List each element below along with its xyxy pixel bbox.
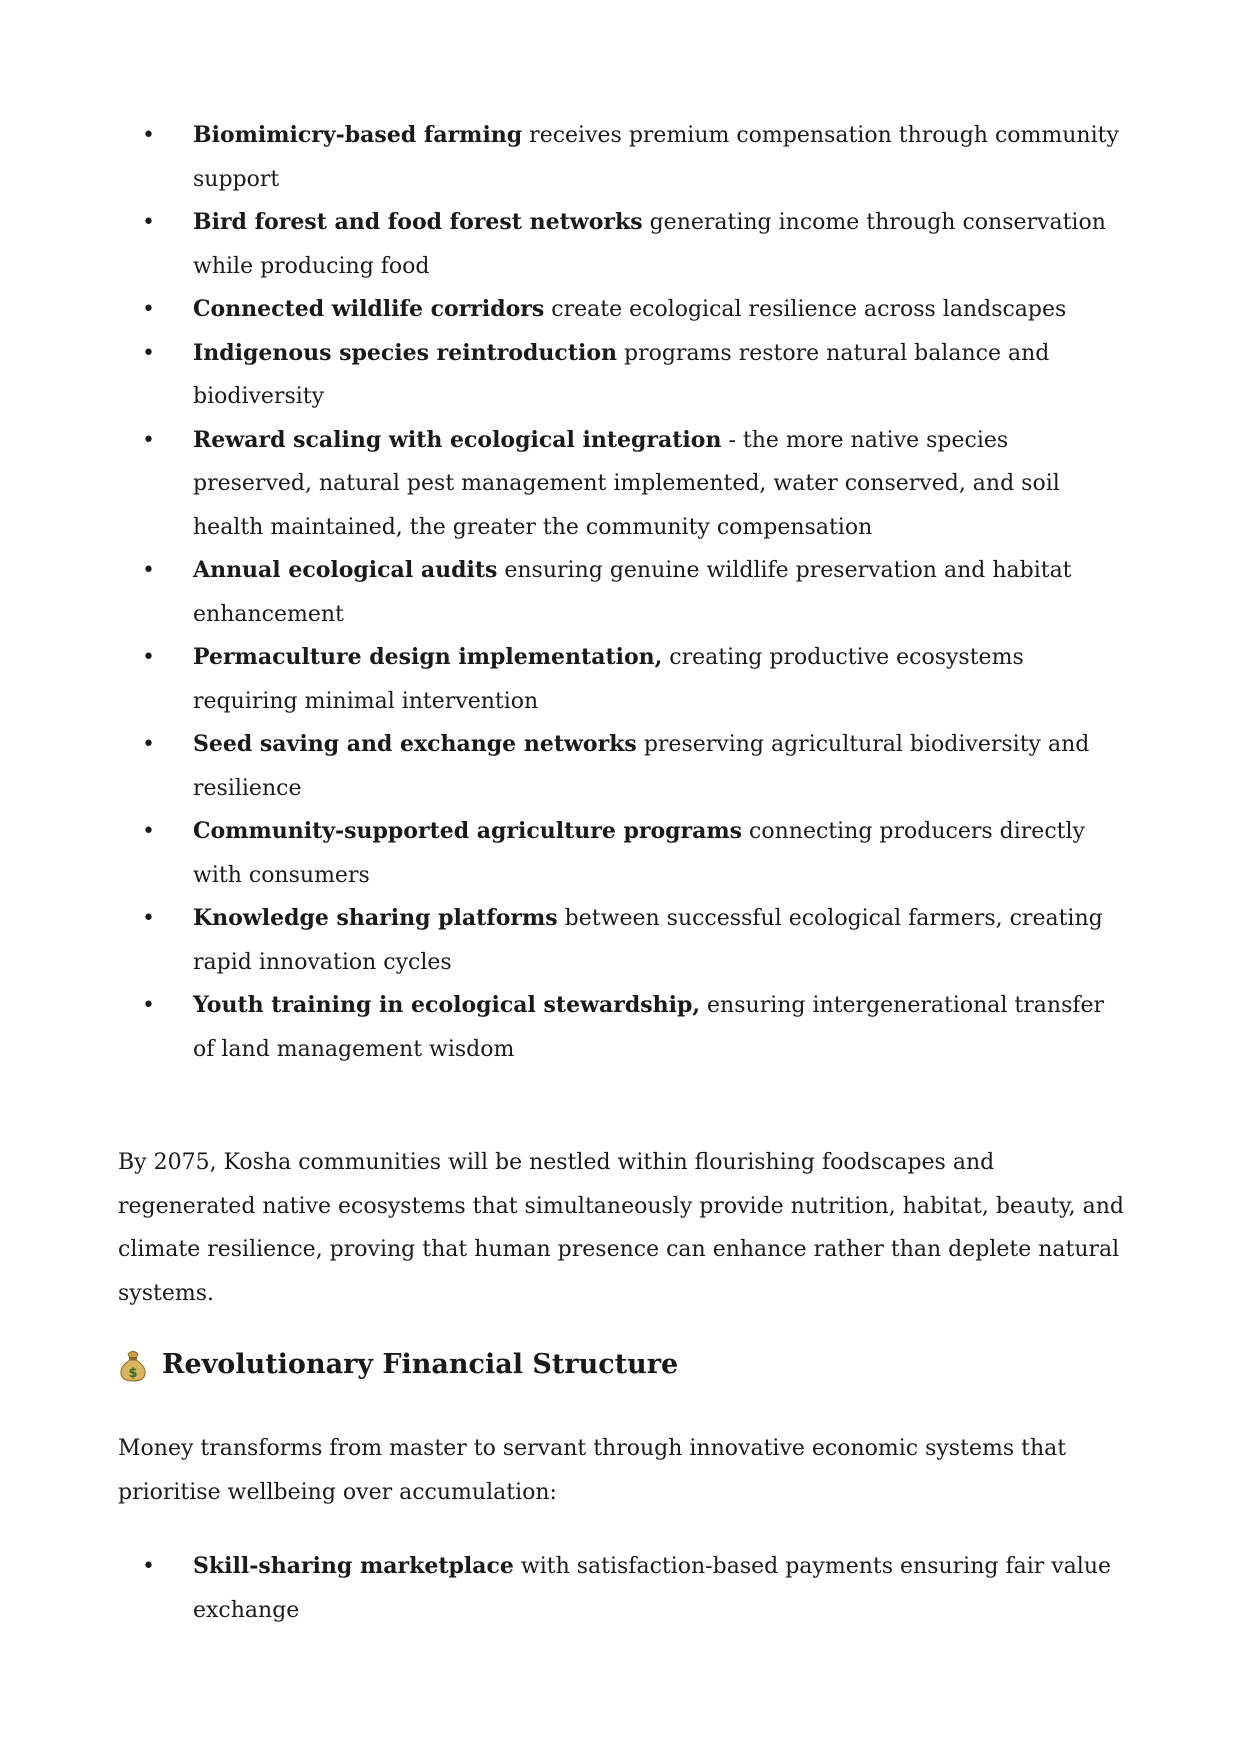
- item-text: create ecological resilience across landscapes: [544, 297, 1067, 322]
- item-bold-text: Connected wildlife corridors: [193, 296, 545, 322]
- item-text: generating income through conservation while producing food: [193, 210, 1106, 279]
- ecology-bullet-list: [118, 114, 1123, 1071]
- svg-text:$: $: [128, 1366, 138, 1381]
- item-bold-text: Biomimicry-based farming: [193, 122, 523, 148]
- bullet-icon: •: [142, 819, 155, 844]
- bullet-icon: •: [142, 558, 155, 583]
- item-bold-text: Youth training in ecological stewardship,: [193, 992, 701, 1018]
- list-item: [118, 419, 1123, 550]
- item-bold-text: Skill-sharing marketplace: [193, 1553, 514, 1579]
- bullet-icon: •: [142, 297, 155, 322]
- item-bold-text: Bird forest and food forest networks: [193, 209, 643, 235]
- heading-text: Revolutionary Financial Structure: [162, 1349, 679, 1380]
- item-text: preserving agricultural biodiversity and resilience: [193, 732, 1090, 801]
- list-item: [118, 1545, 1123, 1632]
- item-bold-text: Annual ecological audits: [193, 557, 498, 583]
- list-item: [118, 810, 1123, 897]
- item-text: creating productive ecosystems requiring minimal intervention: [193, 645, 1024, 714]
- item-text: programs restore natural balance and biodiversity: [193, 340, 1050, 409]
- section-heading: [118, 1345, 678, 1385]
- item-bold-text: Community-supported agriculture programs: [193, 818, 743, 844]
- item-text: - the more native species preserved, natural pest management implemented, water conserved, and soil health maintained, the greater the community compensation: [193, 427, 1060, 540]
- list-item: [118, 897, 1123, 984]
- money-bag-icon: [118, 1348, 148, 1382]
- item-text: ensuring intergenerational transfer of land management wisdom: [193, 993, 1105, 1062]
- item-bold-text: Reward scaling with ecological integration: [193, 426, 722, 453]
- item-bold-text: Seed saving and exchange networks: [193, 731, 637, 757]
- item-text: receives premium compensation through community support: [193, 123, 1119, 192]
- list-item: [118, 549, 1123, 636]
- bullet-icon: •: [142, 906, 155, 931]
- list-item: [118, 984, 1123, 1071]
- finance-bullet-list: [118, 1545, 1123, 1632]
- bullet-icon: •: [142, 993, 155, 1018]
- bullet-icon: •: [142, 210, 155, 235]
- bullet-icon: •: [142, 732, 155, 757]
- item-text: with satisfaction-based payments ensuring fair value exchange: [193, 1554, 1112, 1623]
- item-text: between successful ecological farmers, creating rapid innovation cycles: [193, 906, 1103, 975]
- item-bold-text: Permaculture design implementation,: [193, 644, 663, 670]
- list-item: [118, 636, 1123, 723]
- bullet-icon: •: [142, 645, 155, 670]
- list-item: [118, 114, 1123, 201]
- bullet-icon: •: [142, 427, 155, 453]
- item-text: connecting producers directly with consumers: [193, 819, 1085, 888]
- list-item: [118, 201, 1123, 288]
- body-paragraph: Money transforms from master to servant through innovative economic systems that prioritise wellbeing over accumulation:: [118, 1436, 1067, 1505]
- list-item: [118, 332, 1123, 419]
- item-text: ensuring genuine wildlife preservation and habitat enhancement: [193, 558, 1072, 627]
- item-bold-text: Indigenous species reintroduction: [193, 339, 618, 366]
- bullet-icon: •: [142, 1554, 155, 1579]
- bullet-icon: •: [142, 340, 155, 366]
- item-bold-text: Knowledge sharing platforms: [193, 905, 558, 931]
- list-item: [118, 288, 1123, 332]
- body-paragraph: By 2075, Kosha communities will be nestled within flourishing foodscapes and regenerated native ecosystems that simultaneously provide nutrition, habitat, beauty, and climate resilience, proving that human presence can enhance rather than deplete natural systems.: [118, 1150, 1124, 1306]
- list-item: [118, 723, 1123, 810]
- bullet-icon: •: [142, 123, 155, 148]
